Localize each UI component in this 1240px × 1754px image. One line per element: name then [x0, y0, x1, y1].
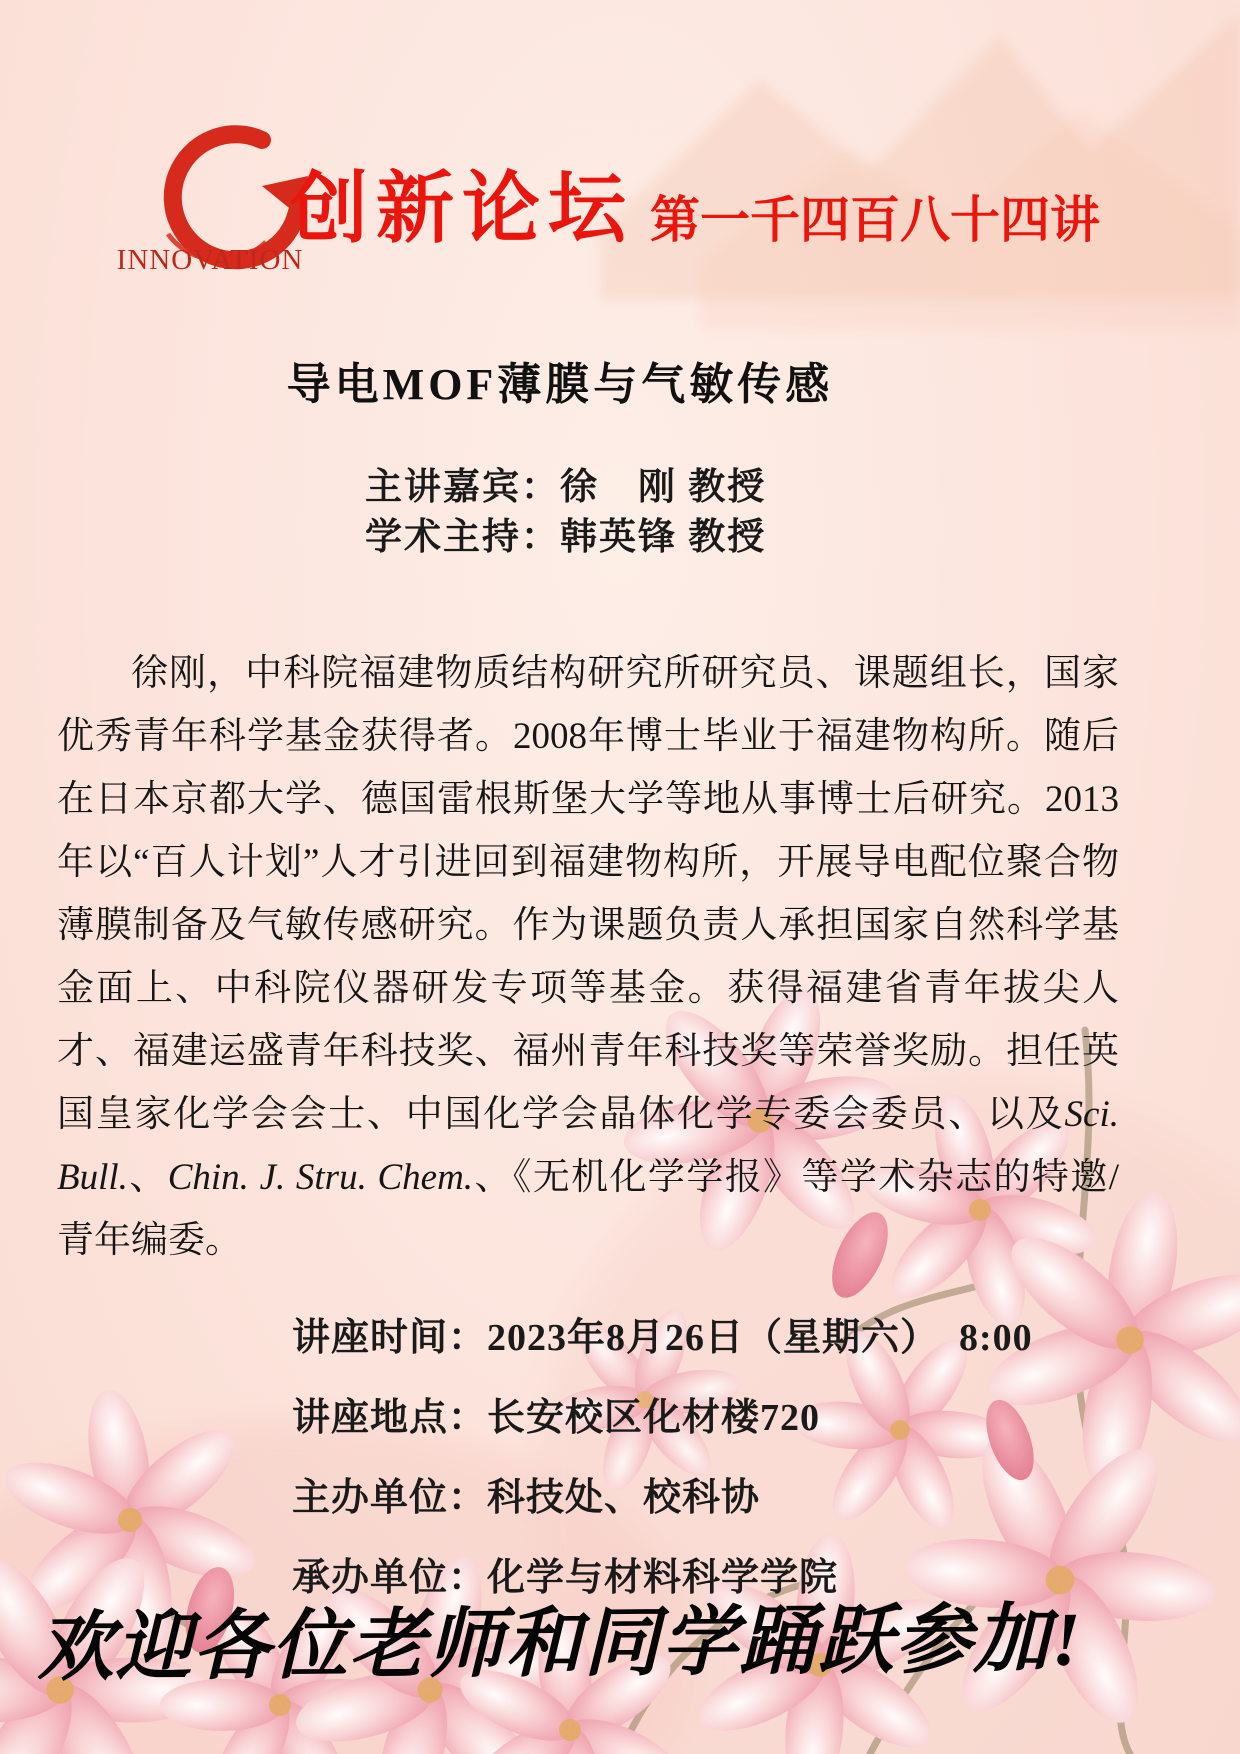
detail-place-label: 讲座地点：: [292, 1397, 488, 1439]
session-number: 第一千四百八十四讲: [650, 192, 1100, 248]
detail-time: [292, 1298, 1033, 1378]
detail-organizer-label: 主办单位：: [292, 1477, 488, 1519]
detail-place: [292, 1378, 1033, 1458]
welcome-calligraphy: 欢迎各位老师和同学踊跃参加!: [36, 1597, 1084, 1691]
speaker-line: 主讲嘉宾：徐 刚 教授: [365, 467, 767, 508]
detail-undertaker-label: 承办单位：: [292, 1557, 488, 1599]
lecture-details: [292, 1298, 1033, 1618]
detail-organizer-value: 科技处、校科协: [487, 1477, 761, 1519]
host-line: 学术主持：韩英锋 教授: [365, 517, 767, 558]
detail-undertaker-value: 化学与材料科学学院: [487, 1557, 839, 1599]
detail-organizer: [292, 1458, 1033, 1538]
detail-time-value: 2023年8月26日（星期六） 8:00: [487, 1317, 1033, 1359]
lecture-title: 导电MOF薄膜与气敏传感: [286, 360, 834, 409]
detail-place-value: 长安校区化材楼720: [487, 1397, 821, 1439]
forum-title: 创新论坛: [290, 164, 635, 252]
bio-paragraph: 徐刚，中科院福建物质结构研究所研究员、课题组长，国家优秀青年科学基金获得者。2008年博士毕业于福建物构所。随后在日本京都大学、德国雷根斯堡大学等地从事博士后研究。2013年以“百人计划”人才引进回到福建物构所，开展导电配位聚合物薄膜制备及气敏传感研究。作为课题负责人承担国家自然科学基金面上、中科院仪器研发专项等基金。获得福建省青年拔尖人才、福建运盛青年科技奖、福州青年科技奖等荣誉奖励。担任英国皇家化学会会士、中国化学会晶体化学专委会委员、以及Sci. Bull.、Chin. J. Stru. Chem.、《无机化学学报》等学术杂志的特邀/青年编委。: [57, 653, 1119, 1261]
detail-time-label: 讲座时间：: [292, 1317, 488, 1359]
mountain-art: [600, 15, 1240, 330]
logo-caption: INNOVATION: [116, 244, 304, 276]
